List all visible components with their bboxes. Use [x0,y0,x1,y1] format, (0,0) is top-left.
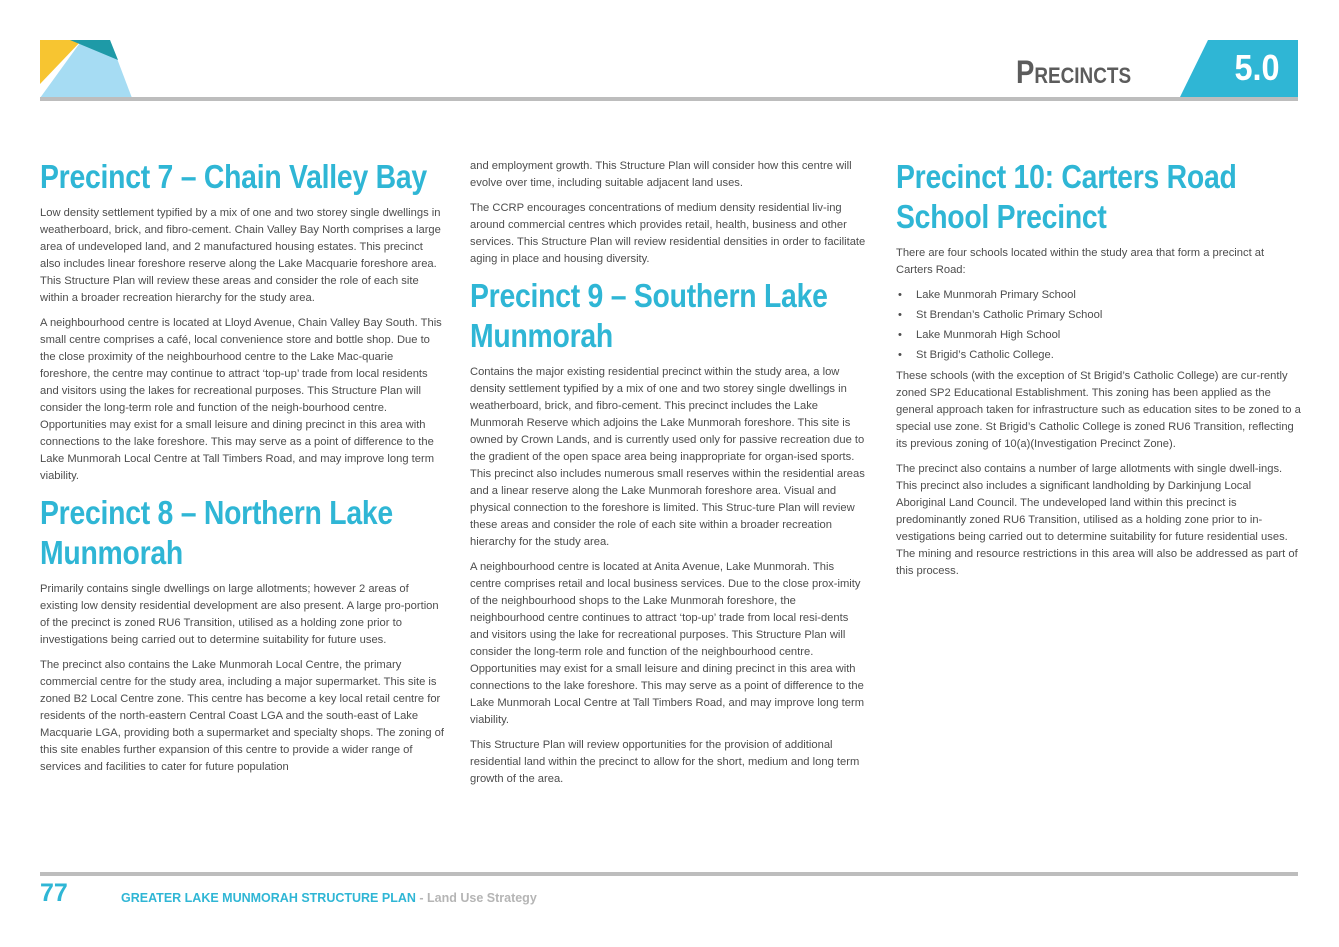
heading-precinct-8: Precinct 8 – Northern Lake Munmorah [40,494,393,571]
section-title: Precincts [1016,54,1132,90]
paragraph: These schools (with the exception of St Brigid’s Catholic College) are cur-rently zoned SP2 Educational Establishment. This zoning has been applied as the general approach taken for infrastructure such as education sites to be zoned to a special use zone. St Brigid’s Catholic College is zoned RU6 Transition, reflecting its previous zoning of 10(a)(Investigation Precinct Zone). [896,370,1301,450]
paragraph: Low density settlement typified by a mix of one and two storey single dwellings in weatherboard, brick, and fibro-cement. Chain Valley Bay North comprises a large area of undeveloped land, and 2 manufactured housing estates. This precinct also includes linear foreshore reserve along the Lake Macquarie foreshore area. This Structure Plan will review these areas and consider the role of each site within a broader recreation hierarchy for the study area. [40,207,441,304]
paragraph: Primarily contains single dwellings on large allotments; however 2 areas of existing low density residential development are also present. A large pro-portion of the precinct is zoned RU6 Transition, utilised as a holding zone prior to investigations being carried out to determine suitability for future uses. [40,583,439,646]
list-item: • Lake Munmorah Primary School [896,287,1301,304]
paragraph: A neighbourhood centre is located at Anita Avenue, Lake Munmorah. This centre comprises retail and local business services. Due to the close prox-imity of the neighbourhood shops to the Lake Munmorah foreshore, the neighbourhood centre continues to attract ‘top-up’ trade from local resi-dents and visitors using the lake for recreational purposes. This Structure Plan will consider the long-term role and function of the neighbourhood centre. Opportunities may exist for a small leisure and dining precinct in this area with connections to the lake foreshore. This may serve as a point of difference to the Lake Munmorah Local Centre at Tall Timbers Road, and may improve long term viability. [470,561,865,726]
list-item: • Lake Munmorah High School [896,327,1301,344]
column-right [896,157,1301,588]
paragraph: This Structure Plan will review opportunities for the provision of additional residential land within the precinct to allow for the short, medium and long term growth of the area. [470,739,860,785]
paragraph: The precinct also contains the Lake Munmorah Local Centre, the primary commercial centre for the study area, including a major supermarket. This site is zoned B2 Local Centre zone. This centre has become a key local retail centre for residents of the north-eastern Central Coast LGA and the south-east of Lake Macquarie LGA, providing both a supermarket and specialty shops. The zoning of this site enables further expansion of this centre to provide a wider range of services and facilities to cater for future population [40,659,445,773]
brand-logo [40,40,132,98]
footer-subtitle: Land Use Strategy [427,891,537,905]
column-left [40,157,445,784]
column-middle [470,158,868,796]
paragraph: The precinct also contains a number of large allotments with single dwell-ings. This precinct also includes a significant landholding by Darkinjung Local Aboriginal Land Council. The undeveloped land within this precinct is predominantly zoned RU6 Transition, utilised as a holding zone prior to in-vestigations being carried out to determine suitability for future residential uses. The mining and resource restrictions in this area will also be addressed as part of this process. [896,463,1298,577]
header-divider [40,97,1298,101]
list-item: • St Brigid’s Catholic College. [896,347,1301,364]
paragraph: There are four schools located within the study area that form a precinct at Carters Road: [896,247,1265,276]
school-list [896,287,1301,364]
list-item: • St Brendan’s Catholic Primary School [896,307,1301,324]
paragraph: The CCRP encourages concentrations of medium density residential liv-ing around commercial centres which provides retail, health, business and other services. This Structure Plan will review residential densities in order to facilitate aging in place and housing diversity. [470,202,866,265]
heading-precinct-10: Precinct 10: Carters Road School Precinct [896,158,1237,235]
paragraph: Contains the major existing residential precinct within the study area, a low density settlement typified by a mix of one and two storey single dwellings in weatherboard, brick, and fibro-cement. This precinct includes the Lake Munmorah Reserve which adjoins the Lake Munmorah foreshore. This site is owned by Crown Lands, and is currently used only for passive recreation due to the gradient of the open space area being inappropriate for organ-ised sports. This precinct also includes numerous small reserves within the residential areas and a linear reserve along the Lake Munmorah foreshore area. Visual and physical connection to the foreshore is limited. This Struc-ture Plan will review these areas and consider the role of each site within a broader recreation hierarchy for the study area. [470,366,865,548]
section-number: 5.0 [1234,47,1280,88]
footer-title: GREATER LAKE MUNMORAH STRUCTURE PLAN [121,891,416,905]
heading-precinct-7: Precinct 7 – Chain Valley Bay [40,158,427,195]
heading-precinct-9: Precinct 9 – Southern Lake Munmorah [470,277,828,354]
footer-document-title [121,890,537,906]
footer-divider [40,872,1298,876]
paragraph: and employment growth. This Structure Plan will consider how this centre will evolve over time, including suitable adjacent land uses. [470,160,852,189]
paragraph: A neighbourhood centre is located at Lloyd Avenue, Chain Valley Bay South. This small centre comprises a café, local convenience store and bottle shop. Due to the close proximity of the neighbourhood centre to the Lake Mac-quarie foreshore, the centre may continue to attract ‘top-up’ trade from local residents and visitors using the lakes for recreational purposes. This Structure Plan will consider the long-term role and function of the neigh-bourhood centre. Opportunities may exist for a small leisure and dining precinct in this area with connections to the lake foreshore. This may serve as a point of difference to the Lake Munmorah Local Centre at Tall Timbers Road, and may improve long term viability. [40,317,442,482]
page-number: 77 [40,879,68,907]
footer-separator: - [415,891,428,905]
